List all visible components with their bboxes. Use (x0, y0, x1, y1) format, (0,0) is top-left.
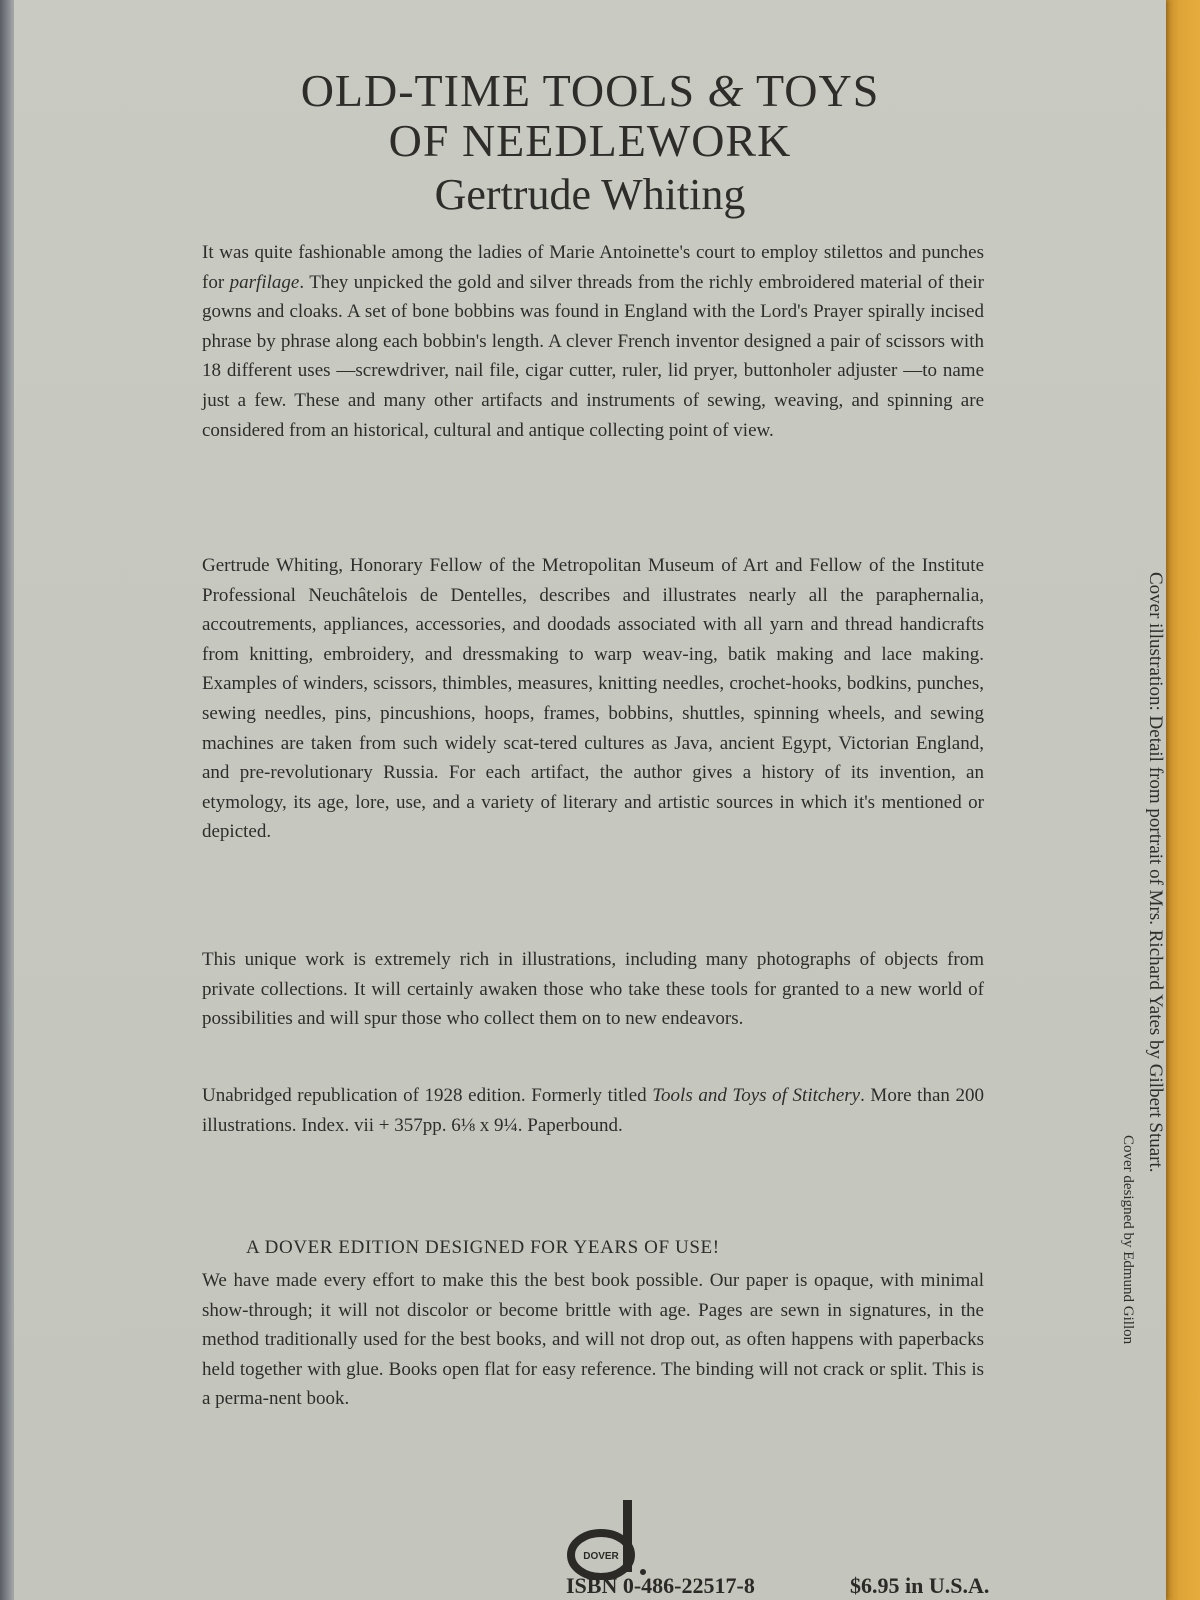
description-paragraph-1 (202, 238, 984, 445)
dover-logo-label: DOVER (583, 1551, 619, 1562)
cover-design-credit: Cover designed by Edmund Gillon (1120, 1135, 1136, 1345)
isbn-number: ISBN 0-486-22517-8 (566, 1573, 755, 1598)
publication-details (202, 1081, 984, 1140)
back-cover (14, 0, 1166, 1600)
author-name: Gertrude Whiting (434, 170, 746, 219)
title-text-a: OLD-TIME TOOLS (300, 65, 696, 116)
title-text-b: TOYS (756, 65, 880, 116)
p1-italic-term: parfilage (229, 271, 300, 293)
p1-text-a: It was quite fashionable among the ladies of Marie Antoinette's court to employ stilettos and punches for (202, 242, 984, 293)
title-line-1 (14, 66, 1166, 116)
right-spine-edge (1166, 0, 1200, 1600)
dover-logo-icon (559, 1500, 659, 1580)
description-paragraph-3: This unique work is extremely rich in illustrations, including many photographs of objects from private collections. It will certainly awaken those who take these tools for granted to a new world of possibilities and will spur those who collect them on to new endeavors. (202, 949, 984, 1030)
p4-text-b: . More than 200 illustrations. Index. vii + 357pp. 6⅛ x 9¼. Paperbound. (202, 1085, 984, 1136)
cover-illustration-credit: Cover illustration: Detail from portrait of Mrs. Richard Yates by Gilbert Stuart. (1145, 572, 1166, 1173)
dover-edition-heading: A DOVER EDITION DESIGNED FOR YEARS OF USE! (246, 1237, 720, 1258)
title-line-2: OF NEEDLEWORK (388, 115, 792, 166)
p1-text-b: . They unpicked the gold and silver threads from the richly embroidered material of their gowns and cloaks. A set of bone bobbins was found in England with the Lord's Prayer spirally incised phrase by phrase along each bobbin's length. A clever French inventor designed a pair of scissors with 18 different uses —screwdriver, nail file, cigar cutter, ruler, lid pryer, buttonholer adjuster —to name just a few. These and many other artifacts and instruments of sewing, weaving, and spinning are considered from an historical, cultural and antique collecting point of view. (202, 271, 984, 441)
description-paragraph-2: Gertrude Whiting, Honorary Fellow of the Metropolitan Museum of Art and Fellow of the Institute Professional Neuchâtelois de Dentelles, describes and illustrates nearly all the paraphernalia, accoutrements, appliances, accessories, and doodads associated with all yarn and thread handicrafts from knitting, embroidery, and dressmaking to warp weav-ing, batik making and lace making. Examples of winders, scissors, thimbles, measures, knitting needles, crochet-hooks, bodkins, punches, sewing needles, pins, pincushions, hoops, frames, bobbins, shuttles, spinning wheels, and sewing machines are taken from such widely scat-tered cultures as Java, ancient Egypt, Victorian England, and pre-revolutionary Russia. For each artifact, the author gives a history of its invention, an etymology, its age, lore, use, and a variety of literary and artistic sources in which it's mentioned or depicted. (202, 555, 984, 843)
title-ampersand: & (707, 65, 745, 116)
dover-edition-text: We have made every effort to make this the best book possible. Our paper is opaque, with minimal show-through; it will not discolor or become brittle with age. Pages are sewn in signatures, in the method traditionally used for the best books, and will not drop out, as often happens with paperbacks held together with glue. Books open flat for easy reference. The binding will not crack or split. This is a perma-nent book. (202, 1270, 984, 1410)
p4-text-a: Unabridged republication of 1928 edition. Formerly titled (202, 1085, 653, 1106)
former-title: Tools and Toys of Stitchery (652, 1085, 861, 1106)
price: $6.95 in U.S.A. (850, 1573, 990, 1598)
